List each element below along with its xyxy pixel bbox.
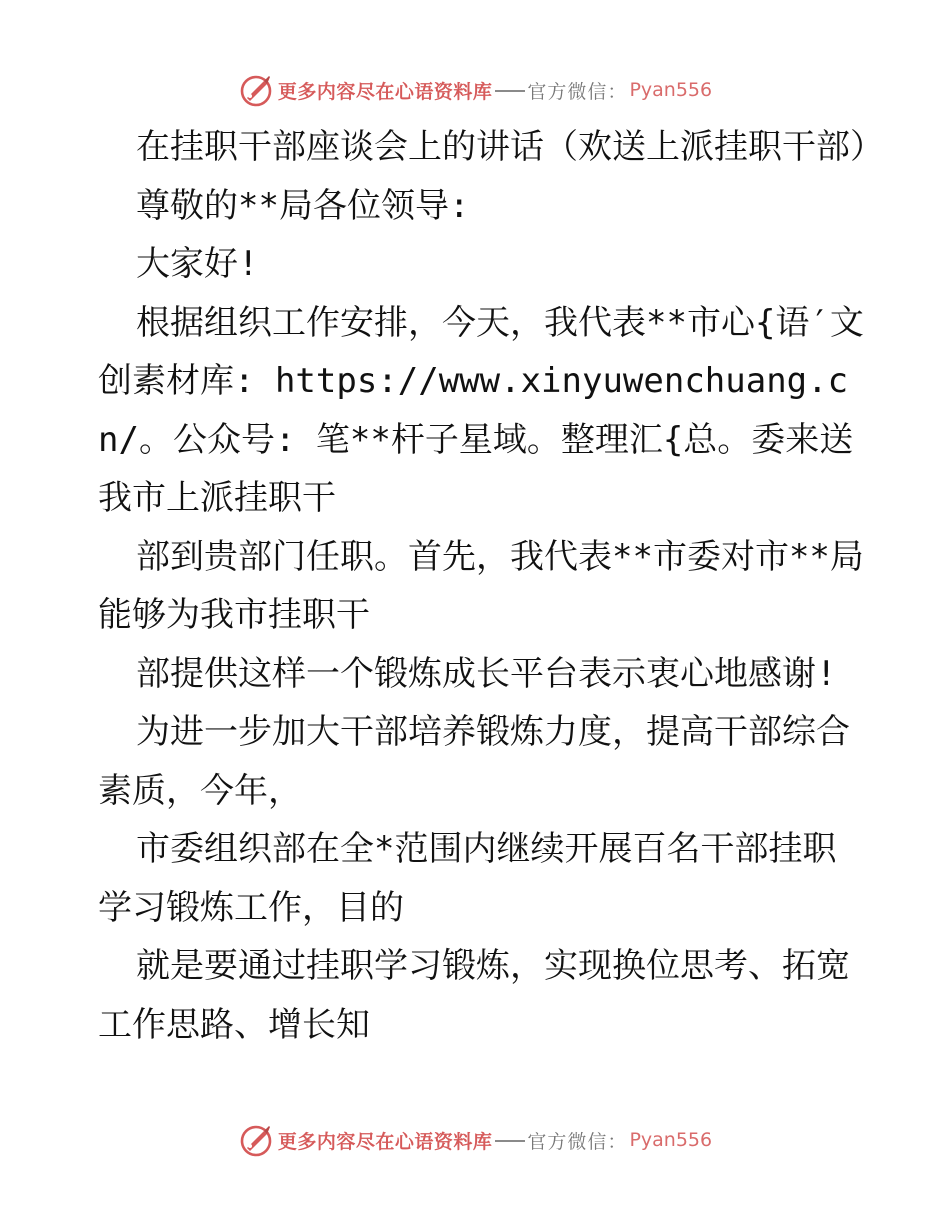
watermark-separator — [495, 90, 525, 92]
document-body — [98, 118, 884, 1054]
salutation: 尊敬的**局各位领导: — [136, 185, 470, 226]
header-watermark — [0, 70, 950, 110]
document-title: 在挂职干部座谈会上的讲话（欢送上派挂职干部） — [136, 127, 884, 167]
paragraph: 根据组织工作安排，今天，我代表**市心{语′文创素材库: https://www.xinyuwenchuang.cn/。公众号: 笔**杆子星域。整理汇{总。委来送我市上派挂职干 — [98, 302, 864, 518]
watermark-brand-text: 更多内容尽在心语资料库 — [277, 1130, 493, 1153]
paragraph: 市委组织部在全*范围内继续开展百名干部挂职学习锻炼工作，目的 — [98, 829, 837, 928]
watermark-wechat-label: 官方微信： — [527, 80, 628, 103]
paragraph: 就是要通过挂职学习锻炼，实现换位思考、拓宽工作思路、增长知 — [98, 946, 850, 1045]
paragraph: 部到贵部门任职。首先，我代表**市委对市**局能够为我市挂职干 — [98, 536, 864, 635]
watermark-separator — [495, 1140, 525, 1142]
quill-pen-seal-icon — [238, 1122, 274, 1158]
watermark-wechat-id: Pyan556 — [629, 79, 713, 101]
footer-watermark — [0, 1120, 950, 1160]
watermark-wechat-id: Pyan556 — [629, 1129, 713, 1151]
paragraph: 为进一步加大干部培养锻炼力度，提高干部综合素质，今年， — [98, 712, 850, 811]
paragraph: 部提供这样一个锻炼成长平台表示衷心地感谢! — [136, 653, 837, 694]
watermark-brand-text: 更多内容尽在心语资料库 — [277, 80, 493, 103]
quill-pen-seal-icon — [238, 72, 274, 108]
greeting: 大家好! — [136, 244, 259, 284]
watermark-wechat-label: 官方微信： — [527, 1130, 628, 1153]
